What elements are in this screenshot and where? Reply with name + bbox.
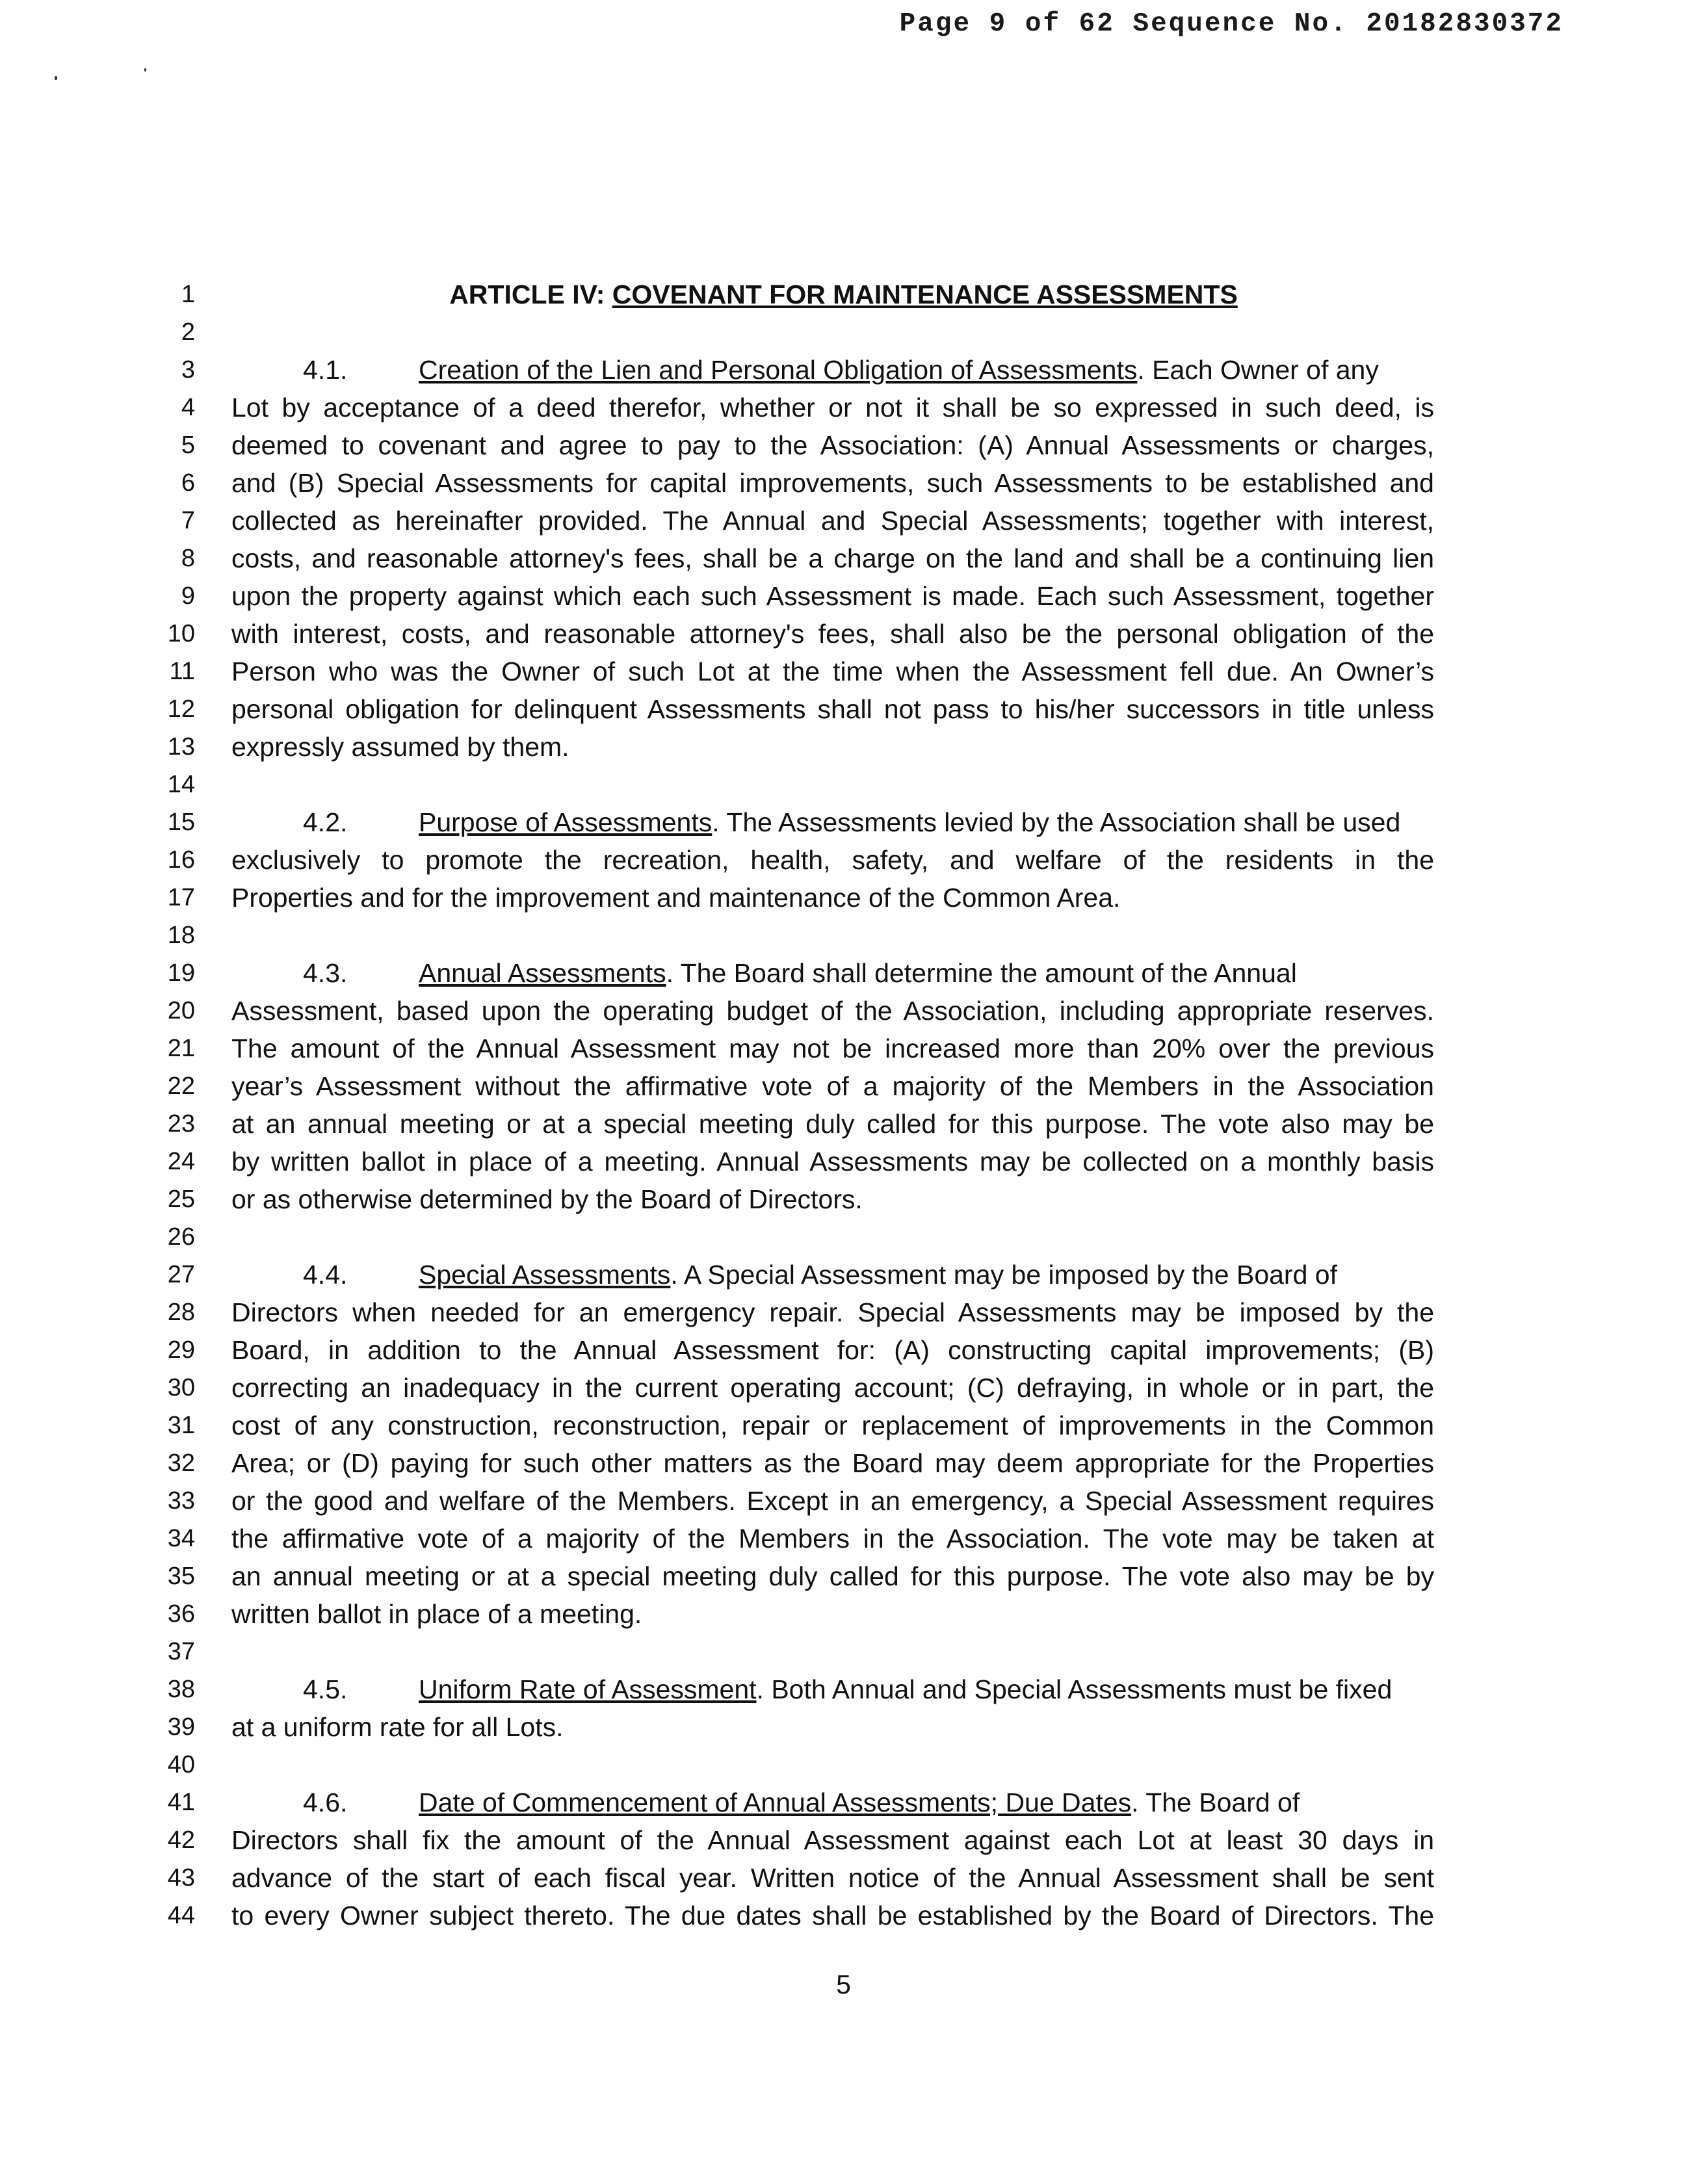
line-number: 41 — [167, 1789, 195, 1816]
line-9 — [0, 577, 1687, 615]
line-44 — [0, 1897, 1687, 1934]
line-7 — [0, 502, 1687, 540]
line-number: 14 — [167, 771, 195, 798]
line-31 — [0, 1407, 1687, 1444]
line-37 — [0, 1633, 1687, 1670]
body-text: with interest, costs, and reasonable attorney's fees, shall also be the personal obligation of the — [231, 619, 1434, 649]
line-number: 26 — [167, 1223, 195, 1251]
line-13 — [0, 728, 1687, 766]
line-number: 18 — [167, 922, 195, 949]
line-number: 19 — [167, 959, 195, 987]
line-number: 36 — [167, 1600, 195, 1628]
line-2 — [0, 313, 1687, 351]
line-number: 7 — [181, 507, 195, 534]
line-22 — [0, 1067, 1687, 1105]
line-number: 5 — [181, 432, 195, 459]
line-number: 40 — [167, 1751, 195, 1778]
body-text: Person who was the Owner of such Lot at the time when the Assessment fell due. An Owner’s — [231, 656, 1434, 686]
line-number: 22 — [167, 1072, 195, 1100]
body-text: personal obligation for delinquent Assessments shall not pass to his/her successors in title unless — [231, 694, 1434, 724]
section-heading: Date of Commencement of Annual Assessments; Due Dates — [419, 1788, 1132, 1817]
body-text: by written ballot in place of a meeting. Annual Assessments may be collected on a monthly basis — [231, 1147, 1434, 1176]
line-number: 28 — [167, 1299, 195, 1326]
line-number: 39 — [167, 1713, 195, 1741]
line-number: 3 — [181, 356, 195, 384]
body-text: or as otherwise determined by the Board of Directors. — [231, 1184, 863, 1214]
line-number: 35 — [167, 1563, 195, 1590]
body-text: exclusively to promote the recreation, health, safety, and welfare of the residents in the — [231, 845, 1434, 875]
line-1 — [0, 276, 1687, 313]
line-number: 24 — [167, 1148, 195, 1175]
line-12 — [0, 690, 1687, 728]
article-title: ARTICLE IV: COVENANT FOR MAINTENANCE ASSESSMENTS — [449, 280, 1238, 309]
line-number: 34 — [167, 1525, 195, 1552]
body-text: and (B) Special Assessments for capital improvements, such Assessments to be established and — [231, 468, 1434, 498]
line-number: 27 — [167, 1261, 195, 1288]
line-3 — [0, 351, 1687, 389]
body-text: expressly assumed by them. — [231, 732, 569, 762]
body-text: at a uniform rate for all Lots. — [231, 1712, 564, 1742]
body-text: correcting an inadequacy in the current operating account; (C) defraying, in whole or in part, the — [231, 1373, 1434, 1403]
scan-speck — [55, 76, 57, 80]
line-number: 38 — [167, 1676, 195, 1703]
body-text: costs, and reasonable attorney's fees, shall be a charge on the land and shall be a continuing lien — [231, 543, 1434, 573]
line-number: 6 — [181, 469, 195, 497]
section-heading: Annual Assessments — [419, 958, 666, 988]
line-26 — [0, 1218, 1687, 1256]
line-number: 20 — [167, 997, 195, 1024]
section-number: 4.2. — [303, 807, 348, 837]
line-number: 12 — [167, 696, 195, 723]
line-39 — [0, 1708, 1687, 1746]
section-number: 4.6. — [303, 1788, 348, 1817]
line-number: 33 — [167, 1487, 195, 1514]
line-36 — [0, 1595, 1687, 1633]
line-18 — [0, 916, 1687, 954]
line-8 — [0, 540, 1687, 577]
line-33 — [0, 1482, 1687, 1520]
body-text: collected as hereinafter provided. The Annual and Special Assessments; together with interest, — [231, 506, 1434, 536]
line-24 — [0, 1143, 1687, 1180]
body-text: Lot by acceptance of a deed therefor, whether or not it shall be so expressed in such deed, is — [231, 393, 1434, 422]
line-number: 8 — [181, 545, 195, 572]
line-23 — [0, 1105, 1687, 1143]
line-number: 23 — [167, 1110, 195, 1138]
line-number: 32 — [167, 1450, 195, 1477]
line-30 — [0, 1369, 1687, 1407]
line-40 — [0, 1746, 1687, 1784]
body-text: year’s Assessment without the affirmative vote of a majority of the Members in the Association — [231, 1071, 1434, 1101]
body-text: Directors when needed for an emergency repair. Special Assessments may be imposed by the — [231, 1297, 1434, 1327]
body-text: Directors shall fix the amount of the Annual Assessment against each Lot at least 30 days in — [231, 1825, 1434, 1855]
body-text: at an annual meeting or at a special meeting duly called for this purpose. The vote also may be — [231, 1109, 1434, 1139]
section-4-6-first-line: 4.6. Date of Commencement of Annual Assessments; Due Dates. The Board of — [231, 1784, 1434, 1821]
line-14 — [0, 766, 1687, 803]
body-text: written ballot in place of a meeting. — [231, 1599, 642, 1629]
line-32 — [0, 1444, 1687, 1482]
line-number: 10 — [167, 620, 195, 647]
line-number: 17 — [167, 884, 195, 911]
line-number: 44 — [167, 1902, 195, 1929]
body-text: deemed to covenant and agree to pay to the Association: (A) Annual Assessments or charges, — [231, 430, 1434, 460]
line-10 — [0, 615, 1687, 653]
section-number: 4.4. — [303, 1260, 348, 1290]
section-heading: Creation of the Lien and Personal Obligation of Assessments — [419, 355, 1138, 385]
body-text: The amount of the Annual Assessment may not be increased more than 20% over the previous — [231, 1034, 1434, 1063]
section-4-4-first-line: 4.4. Special Assessments. A Special Assessment may be imposed by the Board of — [231, 1256, 1434, 1294]
line-42 — [0, 1821, 1687, 1859]
section-number: 4.5. — [303, 1674, 348, 1704]
line-number: 31 — [167, 1412, 195, 1439]
section-heading: Special Assessments — [419, 1260, 671, 1290]
line-4 — [0, 389, 1687, 426]
line-number: 25 — [167, 1186, 195, 1213]
line-25 — [0, 1180, 1687, 1218]
line-number: 2 — [181, 318, 195, 346]
line-29 — [0, 1331, 1687, 1369]
line-19 — [0, 954, 1687, 992]
line-5 — [0, 426, 1687, 464]
page-number: 5 — [836, 1970, 851, 1999]
line-21 — [0, 1030, 1687, 1067]
section-number: 4.1. — [303, 355, 348, 385]
body-text: Board, in addition to the Annual Assessment for: (A) constructing capital improvements; (B) — [231, 1335, 1434, 1365]
section-4-1-first-line: 4.1. Creation of the Lien and Personal Obligation of Assessments. Each Owner of any — [231, 351, 1434, 389]
body-text: cost of any construction, reconstruction, repair or replacement of improvements in the Common — [231, 1410, 1434, 1440]
section-heading: Purpose of Assessments — [419, 807, 713, 837]
body-text: advance of the start of each fiscal year. Written notice of the Annual Assessment shall be sent — [231, 1863, 1434, 1893]
line-15 — [0, 803, 1687, 841]
body-text: Properties and for the improvement and maintenance of the Common Area. — [231, 883, 1121, 913]
line-38 — [0, 1670, 1687, 1708]
line-43 — [0, 1859, 1687, 1897]
line-number: 1 — [181, 281, 195, 308]
body-text: the affirmative vote of a majority of the Members in the Association. The vote may be taken at — [231, 1524, 1434, 1554]
body-text: to every Owner subject thereto. The due dates shall be established by the Board of Directors. The — [231, 1901, 1434, 1930]
line-number: 42 — [167, 1826, 195, 1854]
section-4-2-first-line: 4.2. Purpose of Assessments. The Assessments levied by the Association shall be used — [231, 803, 1434, 841]
section-heading: Uniform Rate of Assessment — [419, 1674, 757, 1704]
line-20 — [0, 992, 1687, 1030]
line-41 — [0, 1784, 1687, 1821]
line-34 — [0, 1520, 1687, 1557]
line-35 — [0, 1557, 1687, 1595]
line-number: 15 — [167, 809, 195, 836]
line-number: 37 — [167, 1638, 195, 1665]
line-number: 43 — [167, 1864, 195, 1892]
section-number: 4.3. — [303, 958, 348, 988]
line-number: 11 — [169, 658, 195, 685]
body-text: Assessment, based upon the operating budget of the Association, including appropriate reserves. — [231, 996, 1434, 1026]
line-number: 29 — [167, 1336, 195, 1364]
line-number: 9 — [181, 582, 195, 610]
line-28 — [0, 1294, 1687, 1331]
line-number: 30 — [167, 1374, 195, 1401]
body-text: or the good and welfare of the Members. Except in an emergency, a Special Assessment requires — [231, 1486, 1434, 1516]
body-text: upon the property against which each such Assessment is made. Each such Assessment, together — [231, 581, 1434, 611]
line-number: 21 — [167, 1035, 195, 1062]
line-number: 13 — [167, 733, 195, 760]
line-27 — [0, 1256, 1687, 1294]
section-4-5-first-line: 4.5. Uniform Rate of Assessment. Both Annual and Special Assessments must be fixed — [231, 1670, 1434, 1708]
page-header: Page 9 of 62 Sequence No. 20182830372 — [899, 9, 1563, 39]
section-4-3-first-line: 4.3. Annual Assessments. The Board shall determine the amount of the Annual — [231, 954, 1434, 992]
line-17 — [0, 879, 1687, 916]
scan-speck — [144, 68, 146, 72]
body-text: Area; or (D) paying for such other matters as the Board may deem appropriate for the Properties — [231, 1448, 1434, 1478]
line-number: 16 — [167, 846, 195, 874]
line-16 — [0, 841, 1687, 879]
line-number: 4 — [181, 394, 195, 421]
line-6 — [0, 464, 1687, 502]
body-text: an annual meeting or at a special meeting duly called for this purpose. The vote also may be by — [231, 1561, 1434, 1591]
line-11 — [0, 653, 1687, 690]
